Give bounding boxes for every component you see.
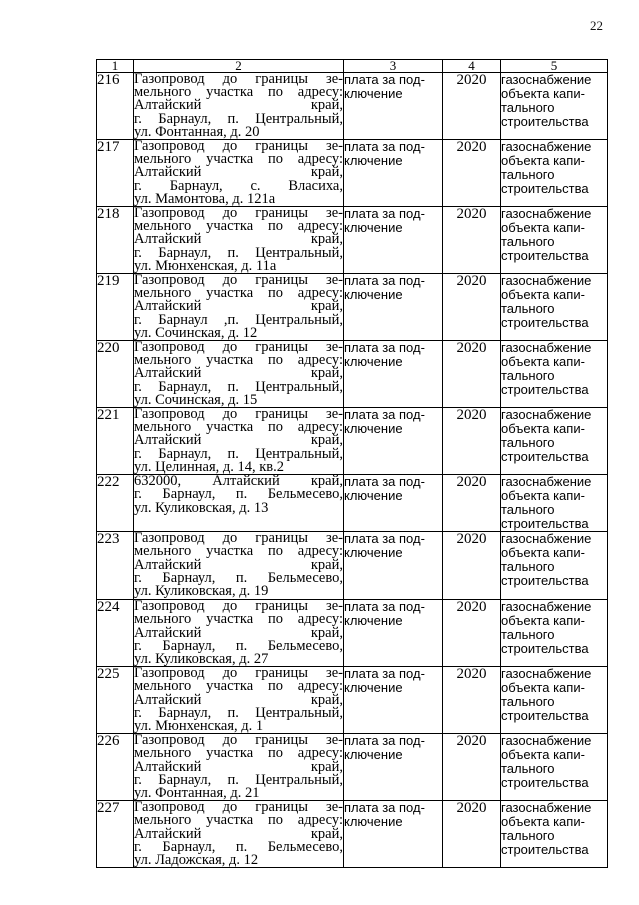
row-number-cell: 219 [97, 274, 134, 341]
payment-source-cell [344, 734, 443, 801]
column-header: 1 [97, 60, 134, 73]
row-number-cell: 225 [97, 667, 134, 734]
table-header-row [97, 60, 608, 73]
document-table [96, 59, 608, 868]
purpose-line: газоснабжение [501, 800, 592, 816]
purpose-line: строительства [501, 248, 589, 264]
year-cell: 2020 [443, 801, 501, 868]
description-cell [134, 408, 344, 475]
description-line: ул. Фонтанная, д. 20 [134, 123, 260, 140]
description-line: Газопровод до границы зе- [134, 340, 343, 356]
description-line: ул. Фонтанная, д. 21 [134, 784, 260, 801]
purpose-line: тального [501, 627, 555, 643]
year-cell: 2020 [443, 475, 501, 532]
table-row [97, 801, 608, 868]
description-line: мельного участка по адресу: [134, 812, 343, 829]
purpose-line: строительства [501, 382, 589, 398]
description-line: Алтайский край, [134, 164, 343, 181]
page-number: 22 [590, 18, 603, 33]
purpose-cell [501, 734, 608, 801]
purpose-line: объекта капи- [501, 488, 585, 504]
description-line: мельного участка по адресу: [134, 543, 343, 560]
table-row [97, 73, 608, 140]
payment-source-line: ключение [344, 814, 403, 830]
payment-source-line: плата за под- [344, 800, 425, 816]
payment-source-cell [344, 274, 443, 341]
purpose-line: газоснабжение [501, 733, 592, 749]
description-line: Алтайский край, [134, 231, 343, 248]
purpose-line: газоснабжение [501, 273, 592, 289]
row-number-cell: 217 [97, 140, 134, 207]
description-cell [134, 532, 344, 600]
payment-source-cell [344, 532, 443, 600]
description-line: г. Барнаул, п. Бельмесево, [134, 637, 343, 654]
table-row [97, 600, 608, 667]
description-cell [134, 207, 344, 274]
row-number-cell: 223 [97, 532, 134, 600]
purpose-line: объекта капи- [501, 86, 585, 101]
purpose-line: строительства [501, 641, 589, 657]
year-cell: 2020 [443, 734, 501, 801]
table-row [97, 734, 608, 801]
description-line: мельного участка по адресу: [134, 151, 343, 168]
description-line: г. Барнаул, п. Бельмесево, [134, 838, 343, 855]
row-number-cell: 224 [97, 600, 134, 667]
description-line: мельного участка по адресу: [134, 678, 343, 695]
purpose-cell [501, 801, 608, 868]
payment-source-line: ключение [344, 220, 403, 236]
purpose-cell [501, 600, 608, 667]
description-line: г. Барнаул ,п. Центральный, [134, 311, 343, 328]
payment-source-cell [344, 73, 443, 140]
payment-source-line: ключение [344, 421, 403, 437]
purpose-line: строительства [501, 516, 589, 532]
table-row [97, 475, 608, 532]
purpose-cell [501, 207, 608, 274]
purpose-cell [501, 73, 608, 140]
description-cell [134, 341, 344, 408]
description-line: ул. Мюнхенская, д. 11а [134, 257, 277, 274]
description-line: ул. Мюнхенская, д. 1 [134, 717, 264, 734]
purpose-line: газоснабжение [501, 666, 592, 682]
payment-source-line: плата за под- [344, 206, 425, 222]
purpose-cell [501, 140, 608, 207]
payment-source-cell [344, 408, 443, 475]
description-line: ул. Куликовская, д. 13 [134, 499, 269, 516]
description-line: мельного участка по адресу: [134, 285, 343, 302]
purpose-line: строительства [501, 573, 589, 589]
payment-source-line: ключение [344, 488, 403, 504]
purpose-line: объекта капи- [501, 747, 585, 763]
description-line: ул. Сочинская, д. 12 [134, 324, 258, 341]
table-body [97, 73, 608, 868]
purpose-line: тального [501, 559, 555, 575]
description-line: мельного участка по адресу: [134, 419, 343, 436]
purpose-line: газоснабжение [501, 474, 592, 490]
payment-source-line: плата за под- [344, 72, 425, 87]
year-cell: 2020 [443, 73, 501, 140]
description-line: г. Барнаул, п. Центральный, [134, 771, 343, 788]
row-number-cell: 226 [97, 734, 134, 801]
purpose-cell [501, 667, 608, 734]
payment-source-line: плата за под- [344, 531, 425, 547]
purpose-line: объекта капи- [501, 613, 585, 629]
row-number-cell: 227 [97, 801, 134, 868]
description-line: ул. Мамонтова, д. 121а [134, 190, 276, 207]
payment-source-line: ключение [344, 86, 403, 101]
payment-source-cell [344, 600, 443, 667]
purpose-line: строительства [501, 708, 589, 724]
payment-source-cell [344, 801, 443, 868]
description-line: Газопровод до границы зе- [134, 531, 343, 547]
purpose-line: газоснабжение [501, 340, 592, 356]
year-cell: 2020 [443, 274, 501, 341]
row-number-cell: 216 [97, 73, 134, 140]
purpose-line: тального [501, 234, 555, 250]
description-line: г. Барнаул, п. Бельмесево, [134, 486, 343, 503]
purpose-cell [501, 341, 608, 408]
payment-source-line: плата за под- [344, 340, 425, 356]
payment-source-line: ключение [344, 680, 403, 696]
table-row [97, 532, 608, 600]
purpose-line: строительства [501, 315, 589, 331]
description-line: Газопровод до границы зе- [134, 733, 343, 749]
description-line: ул. Сочинская, д. 15 [134, 391, 258, 408]
purpose-cell [501, 475, 608, 532]
payment-source-line: ключение [344, 153, 403, 169]
purpose-line: строительства [501, 181, 589, 197]
year-cell: 2020 [443, 667, 501, 734]
purpose-line: тального [501, 167, 555, 183]
description-line: ул. Ладожская, д. 12 [134, 851, 259, 868]
description-cell [134, 734, 344, 801]
description-line: г. Барнаул, п. Центральный, [134, 378, 343, 395]
payment-source-line: ключение [344, 354, 403, 370]
payment-source-line: ключение [344, 545, 403, 561]
description-line: Газопровод до границы зе- [134, 599, 343, 615]
purpose-line: газоснабжение [501, 599, 592, 615]
description-line: Газопровод до границы зе- [134, 206, 343, 222]
payment-source-cell [344, 140, 443, 207]
purpose-line: тального [501, 502, 555, 518]
description-cell [134, 667, 344, 734]
purpose-line: объекта капи- [501, 287, 585, 303]
purpose-line: тального [501, 694, 555, 710]
row-number-cell: 218 [97, 207, 134, 274]
year-cell: 2020 [443, 600, 501, 667]
payment-source-line: ключение [344, 747, 403, 763]
purpose-line: газоснабжение [501, 407, 592, 423]
purpose-line: объекта капи- [501, 421, 585, 437]
description-cell [134, 274, 344, 341]
description-line: Алтайский край, [134, 432, 343, 449]
payment-source-line: плата за под- [344, 474, 425, 490]
payment-source-line: плата за под- [344, 733, 425, 749]
description-line: Алтайский край, [134, 624, 343, 641]
description-line: г. Барнаул, с. Власиха, [134, 177, 343, 194]
description-line: 632000, Алтайский край, [134, 474, 343, 490]
description-line: Газопровод до границы зе- [134, 666, 343, 682]
payment-source-cell [344, 207, 443, 274]
purpose-line: газоснабжение [501, 139, 592, 155]
purpose-line: объекта капи- [501, 220, 585, 236]
table-row [97, 667, 608, 734]
purpose-line: объекта капи- [501, 545, 585, 561]
payment-source-line: плата за под- [344, 666, 425, 682]
year-cell: 2020 [443, 140, 501, 207]
purpose-line: газоснабжение [501, 206, 592, 222]
description-line: ул. Целинная, д. 14, кв.2 [134, 458, 285, 475]
description-line: Газопровод до границы зе- [134, 139, 343, 155]
purpose-line: объекта капи- [501, 814, 585, 830]
purpose-line: строительства [501, 775, 589, 791]
column-header: 4 [443, 60, 501, 73]
description-line: Алтайский край, [134, 758, 343, 775]
purpose-line: тального [501, 761, 555, 777]
description-cell [134, 475, 344, 532]
description-cell [134, 140, 344, 207]
payment-source-line: плата за под- [344, 599, 425, 615]
row-number-cell: 221 [97, 408, 134, 475]
purpose-line: строительства [501, 449, 589, 465]
purpose-line: газоснабжение [501, 531, 592, 547]
year-cell: 2020 [443, 408, 501, 475]
purpose-line: тального [501, 100, 555, 115]
purpose-line: газоснабжение [501, 72, 592, 87]
description-line: г. Барнаул, п. Центральный, [134, 244, 343, 261]
column-header: 5 [501, 60, 608, 73]
payment-source-line: ключение [344, 613, 403, 629]
purpose-line: тального [501, 301, 555, 317]
description-line: Алтайский край, [134, 365, 343, 382]
row-number-cell: 222 [97, 475, 134, 532]
purpose-line: объекта капи- [501, 680, 585, 696]
purpose-line: объекта капи- [501, 153, 585, 169]
description-line: мельного участка по адресу: [134, 745, 343, 762]
description-line: мельного участка по адресу: [134, 218, 343, 235]
purpose-cell [501, 274, 608, 341]
payment-source-cell [344, 667, 443, 734]
payment-source-line: плата за под- [344, 139, 425, 155]
description-line: Алтайский край, [134, 825, 343, 842]
description-line: г. Барнаул, п. Центральный, [134, 445, 343, 462]
description-line: г. Барнаул, п. Центральный, [134, 704, 343, 721]
purpose-cell [501, 408, 608, 475]
description-line: ул. Куликовская, д. 27 [134, 650, 269, 667]
table-row [97, 408, 608, 475]
table-row [97, 140, 608, 207]
description-line: Газопровод до границы зе- [134, 800, 343, 816]
table-row [97, 341, 608, 408]
year-cell: 2020 [443, 532, 501, 600]
purpose-line: объекта капи- [501, 354, 585, 370]
payment-source-cell [344, 341, 443, 408]
description-line: Алтайский край, [134, 556, 343, 573]
year-cell: 2020 [443, 207, 501, 274]
table-row [97, 207, 608, 274]
payment-source-line: ключение [344, 287, 403, 303]
row-number-cell: 220 [97, 341, 134, 408]
column-header: 2 [134, 60, 344, 73]
description-line: Алтайский край, [134, 298, 343, 315]
purpose-line: тального [501, 435, 555, 451]
description-line: ул. Куликовская, д. 19 [134, 582, 269, 599]
year-cell: 2020 [443, 341, 501, 408]
purpose-line: тального [501, 828, 555, 844]
purpose-line: тального [501, 368, 555, 384]
payment-source-line: плата за под- [344, 273, 425, 289]
description-cell [134, 801, 344, 868]
description-line: Газопровод до границы зе- [134, 273, 343, 289]
purpose-cell [501, 532, 608, 600]
description-line: мельного участка по адресу: [134, 352, 343, 369]
purpose-line: строительства [501, 114, 589, 129]
purpose-line: строительства [501, 842, 589, 858]
payment-source-line: плата за под- [344, 407, 425, 423]
description-line: Алтайский край, [134, 97, 343, 114]
description-line: Газопровод до границы зе- [134, 72, 343, 87]
column-header: 3 [344, 60, 443, 73]
description-line: мельного участка по адресу: [134, 84, 343, 101]
description-line: г. Барнаул, п. Центральный, [134, 110, 343, 127]
payment-source-cell [344, 475, 443, 532]
description-line: г. Барнаул, п. Бельмесево, [134, 569, 343, 586]
description-line: Газопровод до границы зе- [134, 407, 343, 423]
description-line: Алтайский край, [134, 691, 343, 708]
table-row [97, 274, 608, 341]
description-cell [134, 600, 344, 667]
description-line: мельного участка по адресу: [134, 611, 343, 628]
description-cell [134, 73, 344, 140]
